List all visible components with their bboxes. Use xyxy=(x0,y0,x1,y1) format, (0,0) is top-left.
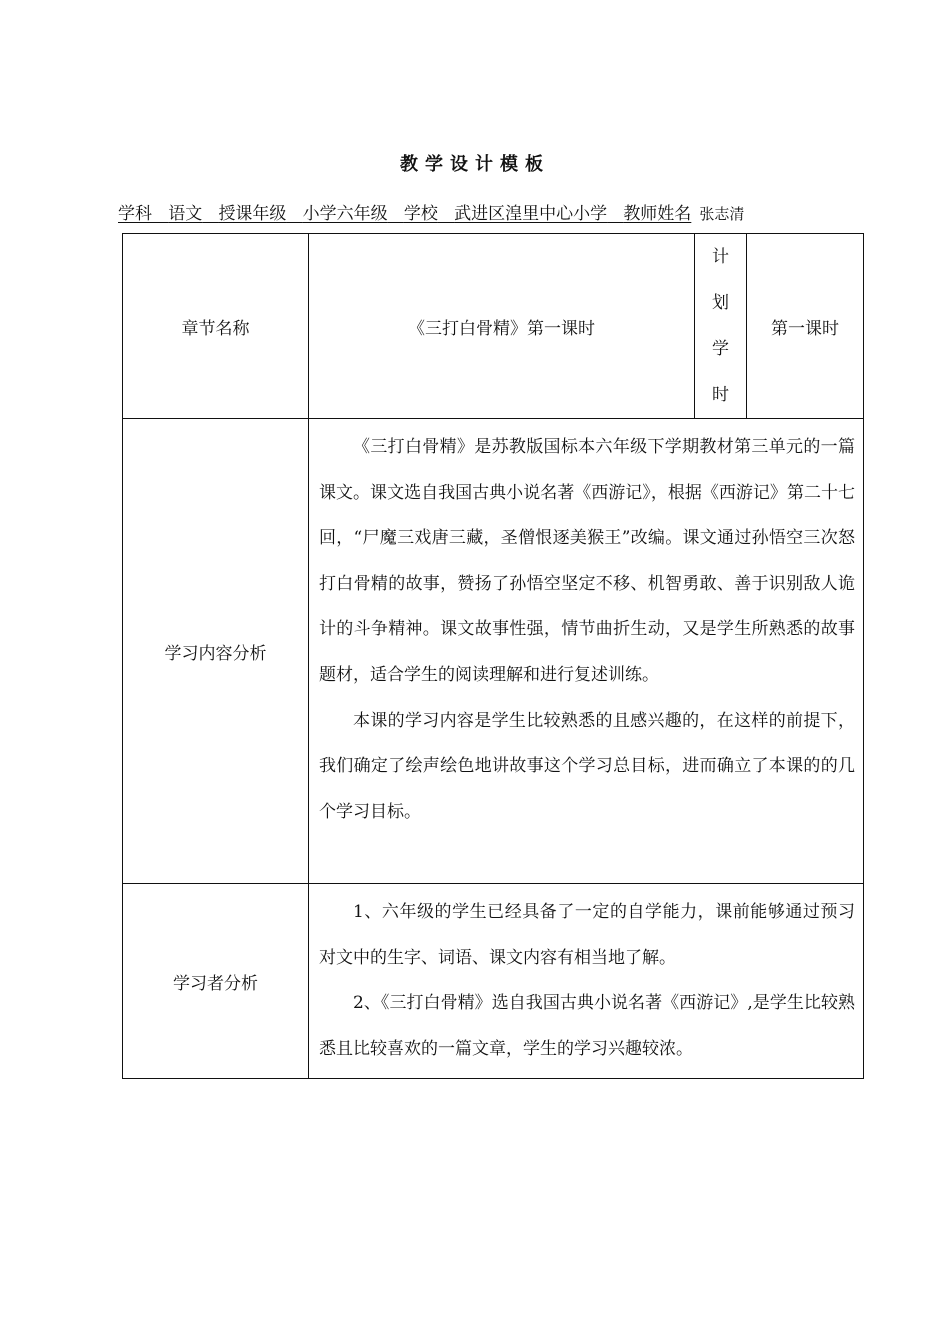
plan-hours-value: 第一课时 xyxy=(747,234,864,419)
subject-label: 学科 xyxy=(118,204,152,224)
learner-analysis-label: 学习者分析 xyxy=(123,884,309,1079)
content-paragraph: 《三打白骨精》是苏教版国标本六年级下学期教材第三单元的一篇课文。课文选自我国古典小说名著《西游记》，根据《西游记》第二十七回，“尸魔三戏唐三藏，圣僧恨逐美猴王”改编。课文通过孙悟空三次怒打白骨精的故事，赞扬了孙悟空坚定不移、机智勇敢、善于识别敌人诡计的斗争精神。课文故事性强，情节曲折生动，又是学生所熟悉的故事题材，适合学生的阅读理解和进行复述训练。 xyxy=(319,437,855,685)
row-chapter xyxy=(123,234,864,419)
content-paragraph: 本课的学习内容是学生比较熟悉的且感兴趣的，在这样的前提下，我们确定了绘声绘色地讲故事这个学习总目标，进而确立了本课的的几个学习目标。 xyxy=(319,710,855,822)
plan-char: 时 xyxy=(712,385,729,405)
row-learner-analysis xyxy=(123,884,864,1079)
grade-label: 授课年级 xyxy=(218,204,287,224)
grade-value: 小学六年级 xyxy=(302,204,388,224)
info-line xyxy=(118,199,744,224)
content-analysis-label: 学习内容分析 xyxy=(123,419,309,884)
learner-paragraph: 2、《三打白骨精》选自我国古典小说名著《西游记》,是学生比较熟悉且比较喜欢的一篇文章，学生的学习兴趣较浓。 xyxy=(319,993,855,1059)
lesson-plan-table xyxy=(122,233,864,1079)
plan-char: 学 xyxy=(712,339,729,359)
learner-analysis-body xyxy=(309,884,864,1079)
school-label: 学校 xyxy=(403,204,438,224)
school-value: 武进区湟里中心小学 xyxy=(454,204,608,224)
content-analysis-body xyxy=(309,419,864,884)
teacher-label: 教师姓名 xyxy=(623,204,692,224)
plan-char: 计 xyxy=(712,247,729,267)
plan-char: 划 xyxy=(712,293,729,313)
learner-paragraph: 1、六年级的学生已经具备了一定的自学能力，课前能够通过预习对文中的生字、词语、课文内容有相当地了解。 xyxy=(319,902,855,968)
plan-hours-label xyxy=(695,234,747,419)
info-fields xyxy=(118,204,691,224)
chapter-value: 《三打白骨精》第一课时 xyxy=(309,234,695,419)
chapter-label: 章节名称 xyxy=(123,234,309,419)
document-title: 教学设计模板 xyxy=(400,154,550,175)
subject-value: 语文 xyxy=(168,204,203,224)
row-content-analysis xyxy=(123,419,864,884)
teacher-value: 张志清 xyxy=(699,205,745,223)
